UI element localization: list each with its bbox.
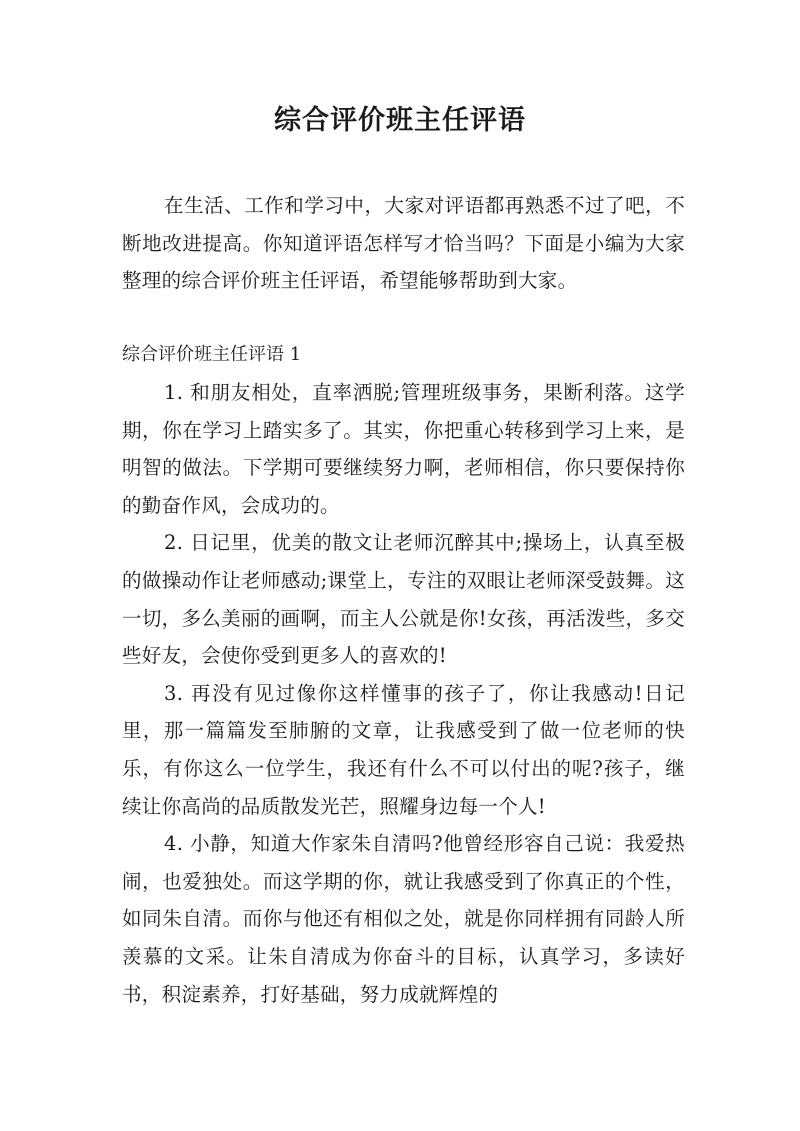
section-heading: 综合评价班主任评语 1	[122, 344, 302, 365]
comment-item-4: 4. 小静，知道大作家朱自清吗?他曾经形容自己说：我爱热闹，也爱独处。而这学期的你，就让我感受到了你真正的个性，如同朱自清。而你与他还有相似之处，就是你同样拥有同龄人所羡慕的文采。让朱自清成为你奋斗的目标，认真学习，多读好书，积淀素养，打好基础，努力成就辉煌的	[122, 832, 685, 1006]
comment-item-1: 1. 和朋友相处，直率洒脱;管理班级事务，果断利落。这学期，你在学习上踏实多了。其实，你把重心转移到学习上来，是明智的做法。下学期可要继续努力啊，老师相信，你只要保持你的勤奋作风，会成功的。	[122, 381, 685, 517]
document-title: 综合评价班主任评语	[274, 105, 526, 136]
intro-paragraph: 在生活、工作和学习中，大家对评语都再熟悉不过了吧，不断地改进提高。你知道评语怎样写才恰当吗？下面是小编为大家整理的综合评价班主任评语，希望能够帮助到大家。	[122, 194, 685, 292]
comment-list	[122, 374, 685, 1013]
comment-item-2: 2. 日记里，优美的散文让老师沉醉其中;操场上，认真至极的做操动作让老师感动;课堂上，专注的双眼让老师深受鼓舞。这一切，多么美丽的画啊，而主人公就是你!女孩，再活泼些，多交些好友，会使你受到更多人的喜欢的!	[122, 531, 685, 668]
comment-item-3: 3. 再没有见过像你这样懂事的孩子了，你让我感动!日记里，那一篇篇发至肺腑的文章，让我感受到了做一位老师的快乐，有你这么一位学生，我还有什么不可以付出的呢?孩子，继续让你高尚的品质散发光芒，照耀身边每一个人!	[122, 681, 685, 818]
